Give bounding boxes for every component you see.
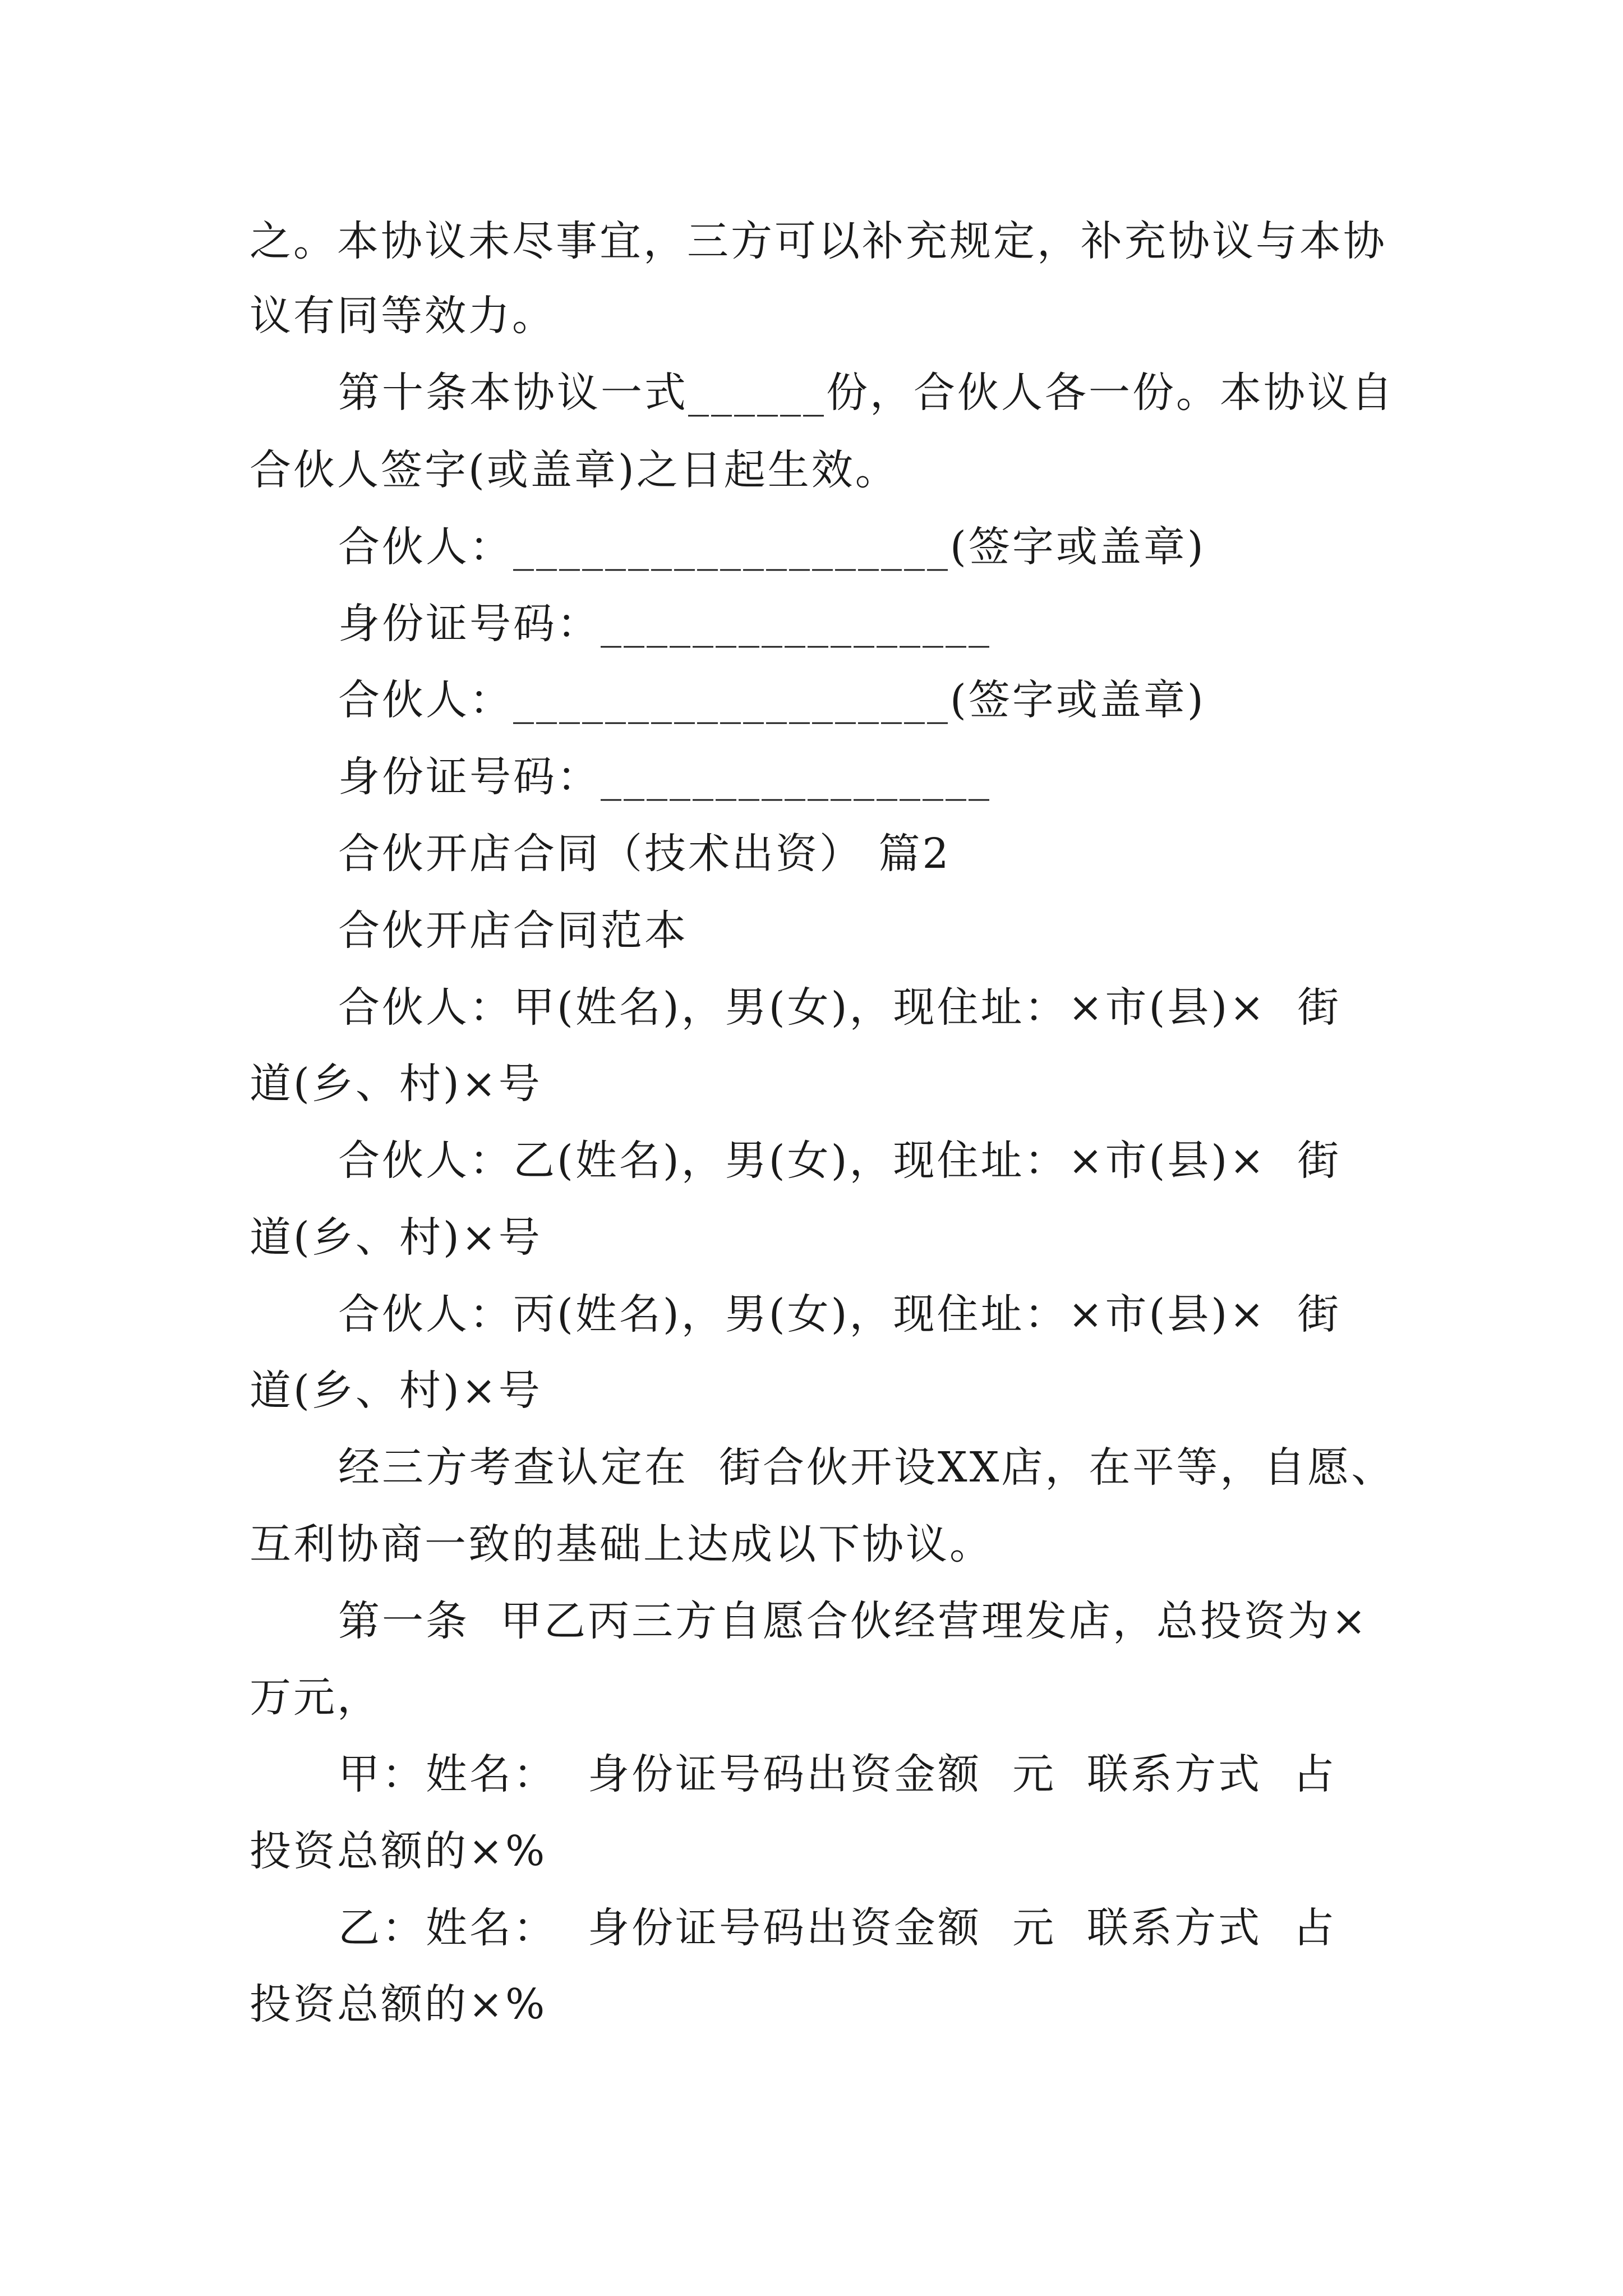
text-line-2: 议有同等效力。 <box>250 292 556 340</box>
text-line-17: 经三方考查认定在 街合伙开设XX店，在平等，自愿、 <box>338 1443 1395 1492</box>
text-line-11: 合伙人：甲(姓名)，男(女)，现住址：×市(县)× 街 <box>338 983 1341 1032</box>
text-line-8: 身份证号码：_________________ <box>338 753 992 801</box>
text-line-7: 合伙人：___________________(签字或盖章) <box>338 676 1206 724</box>
text-line-12: 道(乡、村)×号 <box>250 1060 542 1108</box>
text-line-4: 合伙人签字(或盖章)之日起生效。 <box>250 446 899 494</box>
text-line-15: 合伙人：丙(姓名)，男(女)，现住址：×市(县)× 街 <box>338 1290 1341 1338</box>
text-line-3: 第十条本协议一式______份，合伙人各一份。本协议自 <box>338 369 1395 417</box>
text-line-6: 身份证号码：_________________ <box>338 600 992 648</box>
text-line-18: 互利协商一致的基础上达成以下协议。 <box>250 1520 993 1568</box>
text-line-1: 之。本协议未尽事宜，三方可以补充规定，补充协议与本协 <box>250 217 1387 265</box>
text-line-13: 合伙人：乙(姓名)，男(女)，现住址：×市(县)× 街 <box>338 1137 1341 1185</box>
text-line-21: 甲：姓名： 身份证号码出资金额 元 联系方式 占 <box>338 1750 1337 1798</box>
document-title: 合伙开店合同范本 <box>338 907 688 955</box>
text-line-16: 道(乡、村)×号 <box>250 1366 542 1415</box>
text-line-14: 道(乡、村)×号 <box>250 1213 542 1262</box>
text-line-24: 投资总额的×% <box>250 1980 547 2028</box>
text-line-20: 万元， <box>250 1673 381 1722</box>
text-line-22: 投资总额的×% <box>250 1827 547 1875</box>
text-line-5: 合伙人：___________________(签字或盖章) <box>338 523 1206 571</box>
section-heading: 合伙开店合同（技术出资） 篇2 <box>338 830 951 878</box>
text-line-19: 第一条 甲乙丙三方自愿合伙经营理发店，总投资为× <box>338 1597 1369 1645</box>
text-line-23: 乙：姓名： 身份证号码出资金额 元 联系方式 占 <box>338 1904 1337 1952</box>
